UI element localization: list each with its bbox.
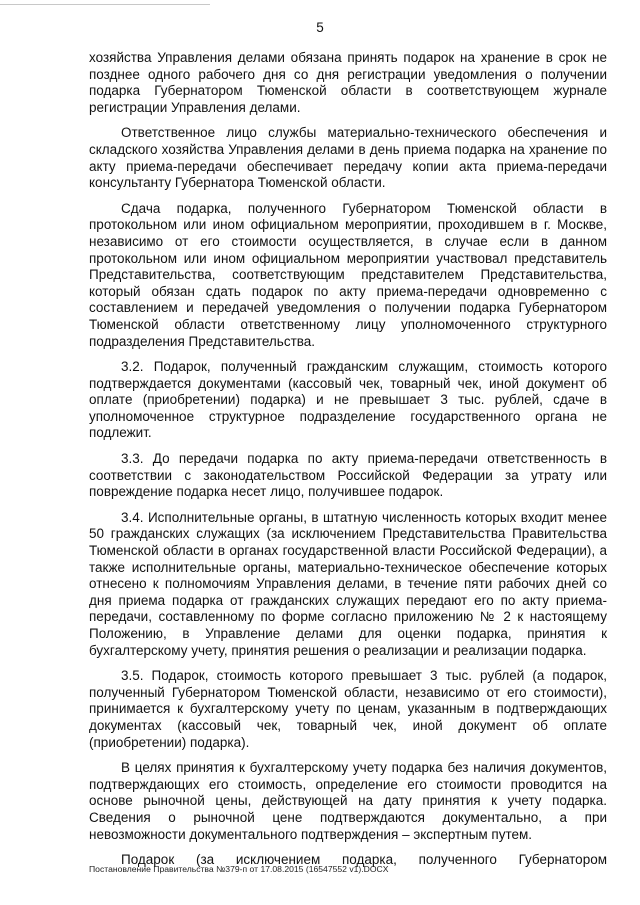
paragraph-market-price: В целях принятия к бухгалтерскому учету подарка без наличия документов, подтверждающих его стоимость, определение его стоимости проводится на основе рыночной цены, действующей на дату принятия к учету подарка. Сведения о рыночной цене подтверждаются документально, а при невозможности документального подтверждения – экспертным путем. — [89, 760, 607, 842]
top-divider — [0, 4, 210, 5]
paragraph-3-4: 3.4. Исполнительные органы, в штатную численность которых входит менее 50 гражданских служащих (за исключением Представительства Правительства Тюменской области в органах государственной власти Российской Федерации), а также исполнительные органы, материально-техническое обеспечение которых отнесено к полномочиям Управления делами, в течение пяти рабочих дней со дня приема подарка от гражданских служащих передают его по акту приема-передачи, составленному по форме согласно приложению № 2 к настоящему Положению, в Управление делами для оценки подарка, принятия к бухгалтерскому учету, принятия решения о реализации и реализации подарка. — [89, 509, 607, 658]
page-number: 5 — [316, 20, 324, 35]
paragraph-responsible-person: Ответственное лицо службы материально-технического обеспечения и складского хозяйства Управления делами в день приема подарка на хранение по акту приема-передачи обеспечивает передачу копии акта приема-передачи консультанту Губернатора Тюменской области. — [89, 125, 607, 191]
paragraph-3-2: 3.2. Подарок, полученный гражданским служащим, стоимость которого подтверждается документами (кассовый чек, товарный чек, иной документ об оплате (приобретении) подарка) и не превышает 3 тыс. рублей, сдаче в уполномоченное структурное подразделение государственного органа не подлежит. — [89, 359, 607, 441]
document-footer: Постановление Правительства №379-п от 17.08.2015 (16547552 v1).DOCX — [89, 864, 389, 874]
paragraph-3-3: 3.3. До передачи подарка по акту приема-передачи ответственность в соответствии с законодательством Российской Федерации за утрату или повреждение подарка несет лицо, получившее подарок. — [89, 451, 607, 500]
paragraph-moscow-gifts: Сдача подарка, полученного Губернатором Тюменской области в протокольном или ином официальном мероприятии, проходившем в г. Москве, независимо от его стоимости осуществляется, в случае если в данном протокольном или ином официальном мероприятии участвовал представитель Представительства, соответствующим представителем Представительства, который обязан сдать подарок по акту приема-передачи одновременно с составлением и передачей уведомления о получении подарка Губернатором Тюменской области ответственному лицу уполномоченного структурного подразделения Представительства. — [89, 200, 607, 349]
document-body — [89, 50, 607, 878]
paragraph-gift-storage: хозяйства Управления делами обязана принять подарок на хранение в срок не позднее одного рабочего дня со дня регистрации уведомления о получении подарка Губернатором Тюменской области в соответствующем журнале регистрации Управления делами. — [89, 50, 607, 115]
paragraph-3-5: 3.5. Подарок, стоимость которого превышает 3 тыс. рублей (а подарок, полученный Губернатором Тюменской области, независимо от его стоимости), принимается к бухгалтерскому учету по ценам, указанным в подтверждающих документах (кассовый чек, товарный чек, иной документ об оплате (приобретении) подарка). — [89, 668, 607, 750]
paragraph-continued: Подарок (за исключением подарка, полученного Губернатором — [121, 852, 607, 868]
